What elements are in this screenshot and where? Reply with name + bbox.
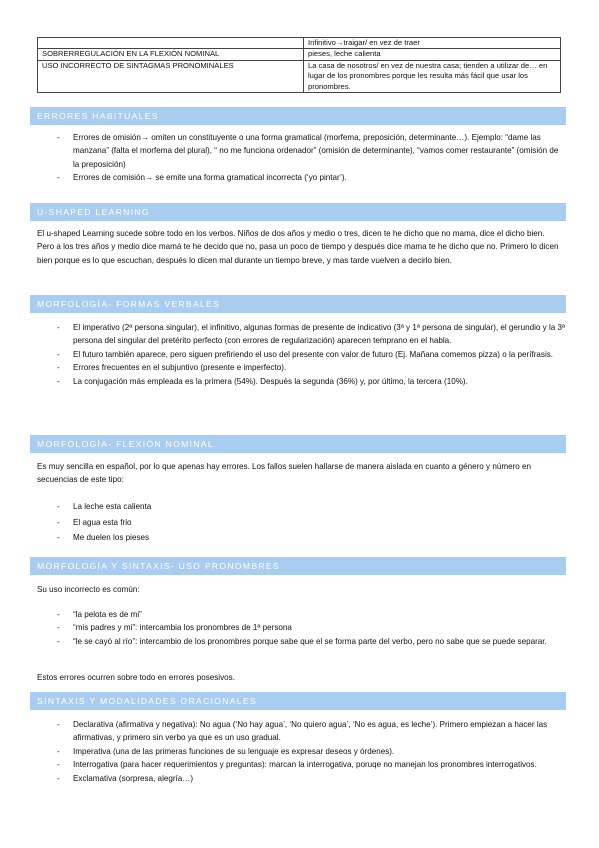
list-item	[0, 499, 566, 515]
errores-list	[0, 131, 566, 185]
bullet-dash: -	[57, 349, 60, 359]
list-item	[0, 375, 566, 388]
modalidades-list	[0, 718, 566, 785]
section-heading-nominal: MORFOLOGÍA- FLEXIÓN NOMINAL	[30, 435, 566, 453]
list-item	[0, 718, 566, 745]
bullet-dash: -	[57, 133, 60, 142]
list-item-text: “le se cayó al río”: intercambio de los pronombres porque sabe que el se forma parte del verbo, pero no sabe que se puede separar.	[73, 636, 547, 646]
nominal-paragraph: Es muy sencilla en español, por lo que apenas hay errores. Los fallos suelen hallarse de manera aislada en cuanto a género y número en secuencias de este tipo:	[37, 462, 532, 485]
bullet-dash: -	[57, 517, 60, 527]
pronombres-list	[0, 608, 566, 648]
list-item	[0, 758, 566, 771]
list-item	[0, 171, 566, 184]
list-item	[0, 608, 566, 621]
bullet-dash: -	[57, 773, 60, 783]
section-heading-pronombres: MORFOLOGÍA Y SINTAXIS- USO PRONOMBRES	[30, 557, 566, 575]
bullet-dash: -	[57, 376, 60, 386]
table-cell: La casa de nosotros/ en vez de nuestra casa; tienden a utilizar de… en lugar de los pronombres porque les resulta más fácil que usar los pronombres.	[304, 60, 561, 92]
list-item	[0, 745, 566, 758]
section-heading-modalidades: SINTAXIS Y MODALIDADES ORACIONALES	[30, 692, 566, 710]
list-item	[0, 772, 566, 785]
bullet-dash: -	[57, 746, 60, 756]
list-item-text: Exclamativa (sorpresa, alegría…)	[73, 773, 194, 783]
bullet-dash: -	[57, 720, 60, 729]
list-item	[0, 361, 566, 374]
list-item-text: El imperativo (2ª persona singular), el infinitivo, algunas formas de presente de indicativo (3ª y 1ª persona de singular), el gerundio y la 3ª persona del singular del pretérito perfecto (con errores de regularización) aparecen temprano en el habla.	[73, 323, 566, 346]
list-item-text: El agua esta frio	[73, 517, 132, 527]
table-row	[38, 60, 561, 92]
table-cell: Infinitivo→traigar/ en vez de traer	[304, 38, 561, 49]
list-item	[0, 131, 566, 171]
bullet-dash: -	[57, 363, 60, 373]
list-item	[0, 530, 566, 546]
bullet-dash: -	[57, 636, 60, 646]
bullet-dash: -	[57, 323, 60, 332]
table-row	[38, 38, 561, 49]
list-item-text: La conjugación más empleada es la primera (54%). Después la segunda (36%) y, por último, la tercera (10%).	[73, 376, 468, 386]
list-item-text: Errores frecuentes en el subjuntivo (presente e imperfecto).	[73, 363, 287, 373]
list-item	[0, 635, 566, 648]
section-heading-verbales: MORFOLOGÍA- FORMAS VERBALES	[30, 295, 566, 313]
list-item	[0, 321, 566, 348]
list-item-text: “mis padres y mi”: intercambia los pronombres de 1ª persona	[73, 623, 292, 633]
table-cell: USO INCORRECTO DE SINTAGMAS PRONOMINALES	[38, 60, 304, 92]
bullet-dash: -	[57, 533, 60, 542]
table-cell: pieses, leche calienta	[304, 49, 561, 60]
bullet-dash: -	[57, 760, 60, 770]
table-cell: SOBRERREGULACIÓN EN LA FLEXIÓN NOMINAL	[38, 49, 304, 60]
list-item	[0, 348, 566, 361]
ushaped-paragraph: El u-shaped Learning sucede sobre todo en los verbos. Niños de dos años y medio o tres, dicen te he dicho que no mama, dice el dicho bien. Pero a los tres años y medio dice mamá te he decido que no, pasa un poco de tiempo y después dice mama te he dicho que no. Primero lo dicen bien porque es lo que escuchan, después lo dicen mal durante un tiempo breve, y mas tarde vuelven a decirlo bien.	[37, 229, 559, 265]
list-item	[0, 515, 566, 531]
bullet-dash: -	[57, 623, 60, 633]
list-item	[0, 621, 566, 634]
nominal-list	[0, 499, 566, 546]
list-item-text: Me duelen los pieses	[73, 533, 150, 542]
bullet-dash: -	[57, 502, 60, 511]
summary-table	[37, 37, 561, 93]
section-heading-errores: ERRORES HABITUALES	[30, 107, 566, 125]
list-item-text: Imperativa (una de las primeras funciones de su lenguaje es expresar deseos y órdenes).	[73, 746, 395, 756]
list-item-text: La leche esta calienta	[73, 502, 152, 511]
pronombres-outro: Estos errores ocurren sobre todo en errores posesivos.	[37, 673, 235, 682]
list-item-text: Interrogativa (para hacer requerimientos y preguntas): marcan la interrogativa, poruqe no manejan los pronombres interrogativos.	[73, 760, 537, 770]
table-cell	[38, 38, 304, 49]
list-item-text: Errores de comisión→ se emite una forma gramatical incorrecta (‘yo pintar’).	[73, 173, 347, 183]
table-row	[38, 49, 561, 60]
verbales-list	[0, 321, 566, 388]
list-item-text: “la pelota es de mi”	[73, 610, 142, 619]
list-item-text: Declarativa (afirmativa y negativa): No agua (‘No hay agua’, ‘No quiero agua’, ‘No es agua, es leche’). Primero empiezan a hacer las afirmativas, y primero sin verbo ya que es un uso gradual.	[73, 720, 548, 743]
list-item-text: El futuro también aparece, pero siguen prefiriendo el uso del presente con valor de futuro (Ej. Mañana comemos pizza) o la perífrasis.	[73, 349, 554, 359]
bullet-dash: -	[57, 610, 60, 619]
section-heading-ushaped: U-SHAPED LEARNING	[30, 203, 566, 221]
bullet-dash: -	[57, 173, 60, 183]
pronombres-intro: Su uso incorrecto es común:	[37, 585, 140, 594]
list-item-text: Errores de omisión→ omiten un constituyente o una forma gramatical (morfema, preposición, determinante…). Ejemplo: “dame las manzana” (falta el morfema del plural), “ no me funciona ordenador” (omisión de determinante), “vamos comer restaurante” (omisión de la preposición)	[73, 133, 559, 169]
